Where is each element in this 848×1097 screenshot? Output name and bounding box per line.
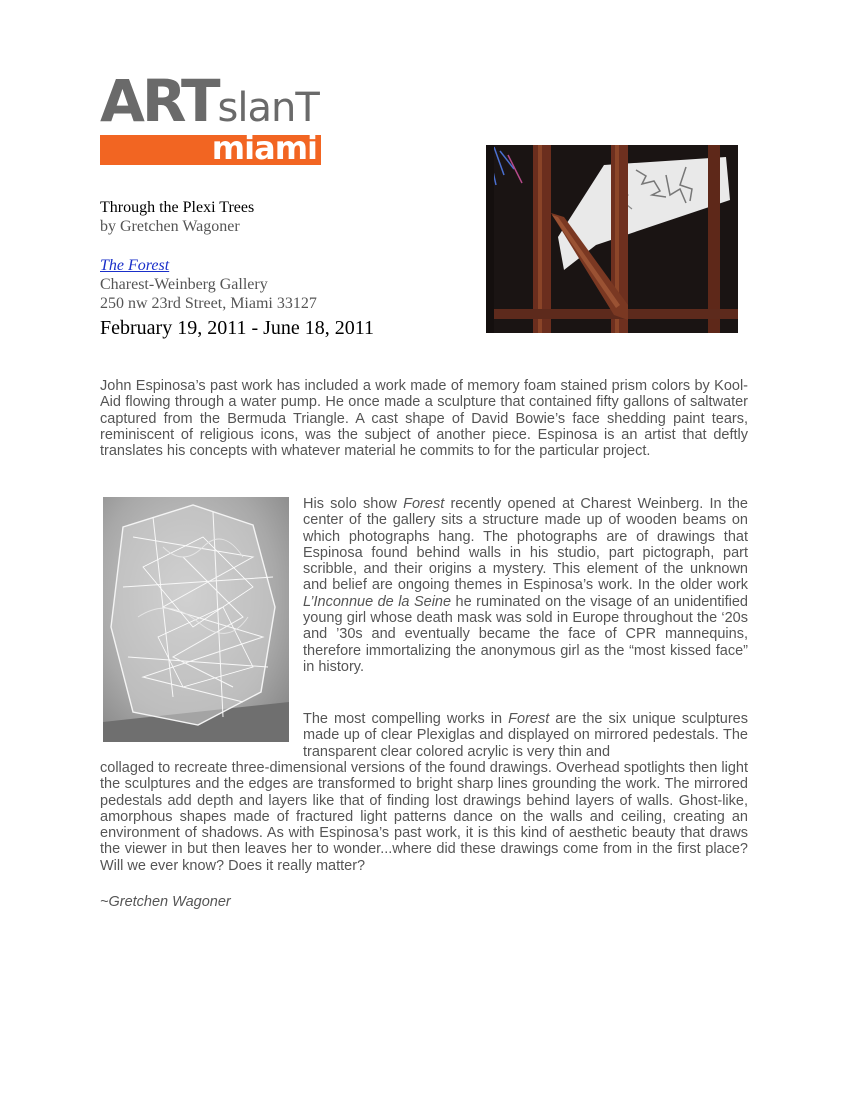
artslant-miami-logo — [100, 67, 335, 168]
logo-brand-part2: slanT — [217, 85, 319, 131]
article-signature: ~Gretchen Wagoner — [100, 894, 231, 910]
p2-title-forest: Forest — [403, 496, 445, 512]
p2-text-c: recently opened at Charest Weinberg. In the center of the gallery sits a structure made up of wooden beams on which photographs hang. The photographs are of drawings that Espinosa found behind walls in his studio, part pictograph, part scribble, and their origins a mystery. This element of the unknown and belief are ongoing themes in Espinosa’s work. In the older work — [303, 496, 748, 594]
p3-text-a: The most compelling works in — [303, 711, 509, 727]
p2-title-linconnue: L’Inconnue de la Seine — [303, 593, 452, 610]
article-paragraph-3 — [303, 711, 748, 760]
p3-text-c: are the six unique sculptures made up of clear Plexiglas and displayed on mirrored pedestals. The transparent clear colored acrylic is very thin and — [303, 711, 748, 760]
logo-city-band — [100, 129, 321, 167]
sculpture-photo — [103, 497, 289, 742]
p3-title-forest: Forest — [508, 711, 550, 727]
article-paragraph-2 — [303, 496, 748, 675]
exhibition-link[interactable]: The Forest — [100, 257, 170, 274]
logo-brand-part1: ART — [100, 67, 218, 135]
article-paragraph-4: collaged to recreate three-dimensional versions of the found drawings. Overhead spotlights then light the sculptures and the edges are transformed to bright sharp lines grounding the work. The mirrored pedestals add depth and layers like that of finding lost drawings behind layers of walls. Ghost-like, amorphous shapes made of fractured light patterns dance on the walls and ceiling, creating an environment of shadows. As with Espinosa’s past work, it is this kind of aesthetic beauty that draws the viewer in but then leaves her to wonder...where did these drawings come from in the first place? Will we ever know? Does it really matter? — [100, 760, 748, 874]
logo-city: miami — [211, 129, 317, 167]
gallery-address: 250 nw 23rd Street, Miami 33127 — [100, 295, 317, 312]
logo-wordmark — [100, 67, 335, 135]
article-paragraph-1: John Espinosa’s past work has included a work made of memory foam stained prism colors by Kool-Aid flowing through a water pump. He once made a sculpture that contained fifty gallons of saltwater captured from the Bermuda Triangle. A cast shape of David Bowie’s face shedding paint tears, reminiscent of religious icons, was the subject of another piece. Espinosa is an artist that deftly translates his concepts with whatever material he commits to for the particular project. — [100, 378, 748, 460]
installation-photo — [486, 145, 738, 333]
gallery-name: Charest-Weinberg Gallery — [100, 276, 268, 293]
exhibition-dates: February 19, 2011 - June 18, 2011 — [100, 317, 375, 339]
p2-text-a: His solo show — [303, 496, 404, 512]
article-byline: by Gretchen Wagoner — [100, 218, 240, 235]
p2-text-e: he ruminated on the visage of an unidentified young girl whose death mask was sold in Europe throughout the ‘20s and ’30s and eventually became the face of CPR mannequins, therefore immortalizing the anonymous girl as the “most kissed face” in history. — [303, 593, 748, 675]
article-title: Through the Plexi Trees — [100, 199, 255, 216]
